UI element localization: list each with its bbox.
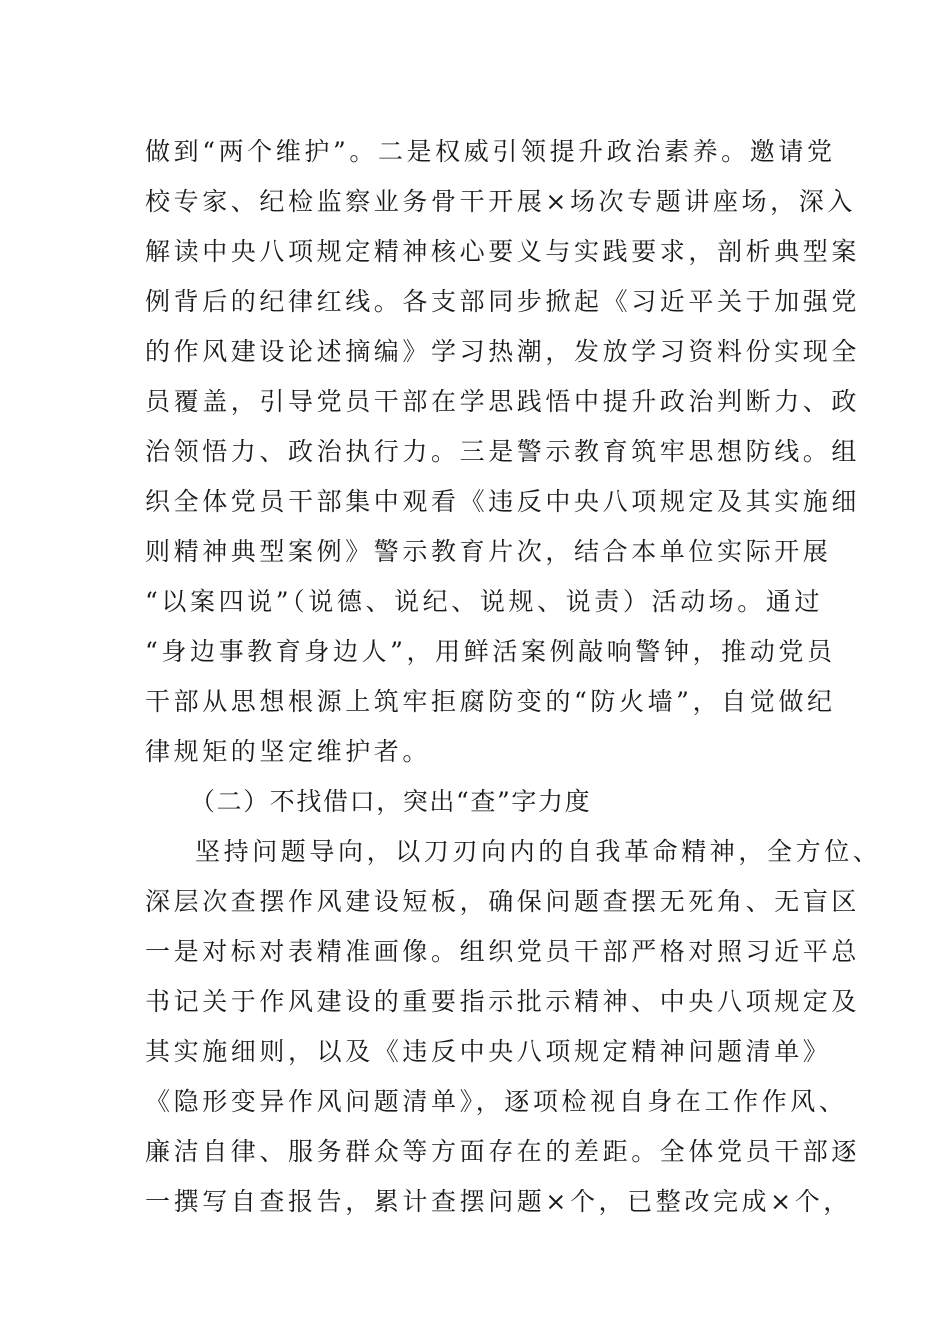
paragraph-line-11: “身边事教育身边人”，用鲜活案例敲响警钟，推动党员: [145, 637, 836, 666]
paragraph-line-15: 坚持问题导向，以刀刃向内的自我革命精神，全方位、: [195, 837, 882, 866]
paragraph-line-4: 例背后的纪律红线。各支部同步掀起《习近平关于加强党: [145, 287, 861, 316]
section-heading: （二）不找借口，突出“查”字力度: [190, 787, 592, 816]
paragraph-line-6: 员覆盖，引导党员干部在学思践悟中提升政治判断力、政: [145, 387, 861, 416]
paragraph-line-16: 深层次查摆作风建设短板，确保问题查摆无死角、无盲区: [145, 887, 861, 916]
paragraph-line-5: 的作风建设论述摘编》学习热潮，发放学习资料份实现全: [145, 337, 861, 366]
paragraph-line-22: 一撰写自查报告，累计查摆问题×个，已整改完成×个，: [145, 1187, 852, 1216]
paragraph-line-20: 《隐形变异作风问题清单》，逐项检视自身在工作作风、: [145, 1087, 848, 1116]
paragraph-line-1: 做到“两个维护”。二是权威引领提升政治素养。邀请党: [145, 137, 836, 166]
paragraph-line-18: 书记关于作风建设的重要指示批示精神、中央八项规定及: [145, 987, 861, 1016]
paragraph-line-3: 解读中央八项规定精神核心要义与实践要求，剖析典型案: [145, 237, 861, 266]
paragraph-line-13: 律规矩的坚定维护者。: [145, 737, 432, 766]
paragraph-line-9: 则精神典型案例》警示教育片次，结合本单位实际开展: [145, 537, 832, 566]
paragraph-line-10: “以案四说”（说德、说纪、说规、说责）活动场。通过: [145, 587, 824, 616]
paragraph-line-19: 其实施细则，以及《违反中央八项规定精神问题清单》: [145, 1037, 832, 1066]
paragraph-line-2: 校专家、纪检监察业务骨干开展×场次专题讲座场，深入: [145, 187, 856, 216]
paragraph-line-21: 廉洁自律、服务群众等方面存在的差距。全体党员干部逐: [145, 1137, 861, 1166]
paragraph-line-7: 治领悟力、政治执行力。三是警示教育筑牢思想防线。组: [145, 437, 861, 466]
paragraph-line-17: 一是对标对表精准画像。组织党员干部严格对照习近平总: [145, 937, 861, 966]
paragraph-line-8: 织全体党员干部集中观看《违反中央八项规定及其实施细: [145, 487, 861, 516]
paragraph-line-12: 干部从思想根源上筑牢拒腐防变的“防火墙”，自觉做纪: [145, 687, 836, 716]
